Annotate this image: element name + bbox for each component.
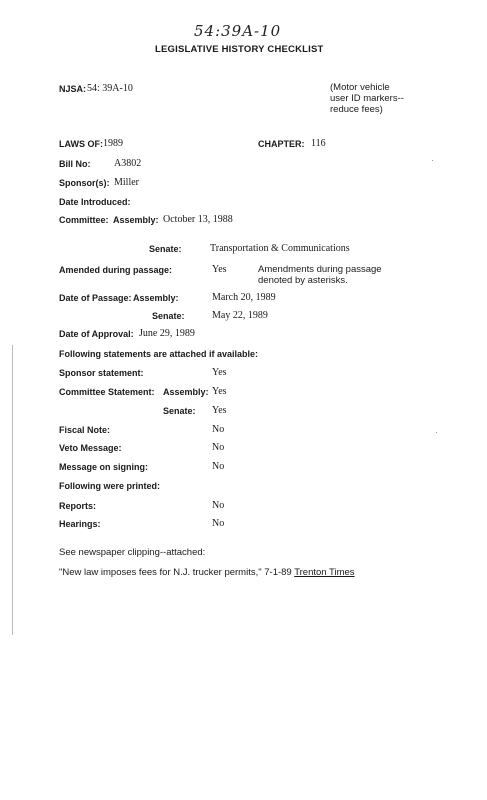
- committee-statement-assembly-value: Yes: [212, 386, 227, 397]
- amended-label: Amended during passage:: [59, 265, 173, 275]
- passage-senate-value: May 22, 1989: [212, 310, 268, 321]
- laws-of-value: 1989: [103, 138, 123, 149]
- message-on-signing-value: No: [212, 461, 225, 472]
- njsa-label: NJSA:: [59, 84, 87, 94]
- date-introduced-label: Date Introduced:: [59, 197, 131, 207]
- amended-note: [258, 264, 382, 286]
- subject-note-line: user ID markers--: [330, 93, 404, 104]
- committee-statement-senate-label: Senate:: [163, 406, 196, 416]
- committee-assembly-label: Assembly:: [113, 215, 159, 225]
- sponsor-statement-value: Yes: [212, 367, 227, 378]
- scan-margin-line: [12, 345, 13, 635]
- reports-label: Reports:: [59, 501, 97, 511]
- message-on-signing-label: Message on signing:: [59, 462, 149, 472]
- clipping-note: See newspaper clipping--attached:: [59, 547, 206, 558]
- committee-assembly-value: October 13, 1988: [163, 214, 233, 225]
- amended-note-line: denoted by asterisks.: [258, 275, 348, 286]
- clipping-source: Trenton Times: [294, 567, 355, 578]
- statements-heading: Following statements are attached if available:: [59, 349, 259, 359]
- scan-speck: [432, 160, 433, 161]
- committee-statement-label: Committee Statement:: [59, 387, 155, 397]
- date-of-passage-label: Date of Passage:: [59, 293, 132, 303]
- amended-note-line: Amendments during passage: [258, 264, 382, 275]
- committee-senate-value: Transportation & Communications: [210, 243, 350, 254]
- date-of-approval-value: June 29, 1989: [139, 328, 195, 339]
- subject-note-line: (Motor vehicle: [330, 82, 390, 93]
- passage-senate-label: Senate:: [152, 311, 185, 321]
- veto-message-label: Veto Message:: [59, 443, 122, 453]
- handwritten-header: 54:39A-10: [194, 22, 282, 40]
- njsa-value: 54: 39A-10: [87, 83, 133, 94]
- committee-statement-assembly-label: Assembly:: [163, 387, 209, 397]
- passage-assembly-label: Assembly:: [133, 293, 179, 303]
- bill-no-label: Bill No:: [59, 159, 91, 169]
- clipping-date: 7-1-89: [264, 567, 292, 578]
- clipping-headline: "New law imposes fees for N.J. trucker permits,": [59, 567, 262, 578]
- chapter-value: 116: [311, 138, 326, 149]
- sponsor-value: Miller: [114, 177, 139, 188]
- fiscal-note-label: Fiscal Note:: [59, 425, 111, 435]
- reports-value: No: [212, 500, 225, 511]
- sponsor-label: Sponsor(s):: [59, 178, 110, 188]
- subject-note: [330, 82, 404, 115]
- sponsor-statement-label: Sponsor statement:: [59, 368, 144, 378]
- hearings-label: Hearings:: [59, 519, 101, 529]
- subject-note-line: reduce fees): [330, 104, 383, 115]
- veto-message-value: No: [212, 442, 225, 453]
- fiscal-note-value: No: [212, 424, 225, 435]
- date-of-approval-label: Date of Approval:: [59, 329, 134, 339]
- page-title: LEGISLATIVE HISTORY CHECKLIST: [155, 44, 324, 55]
- committee-statement-senate-value: Yes: [212, 405, 227, 416]
- passage-assembly-value: March 20, 1989: [212, 292, 276, 303]
- laws-of-label: LAWS OF:: [59, 139, 103, 149]
- scan-speck: [436, 432, 437, 433]
- hearings-value: No: [212, 518, 225, 529]
- amended-value: Yes: [212, 264, 227, 275]
- committee-senate-label: Senate:: [149, 244, 182, 254]
- chapter-label: CHAPTER:: [258, 139, 305, 149]
- printed-heading: Following were printed:: [59, 481, 160, 491]
- clipping-citation: [59, 567, 355, 578]
- bill-no-value: A3802: [114, 158, 142, 169]
- committee-label: Committee:: [59, 215, 109, 225]
